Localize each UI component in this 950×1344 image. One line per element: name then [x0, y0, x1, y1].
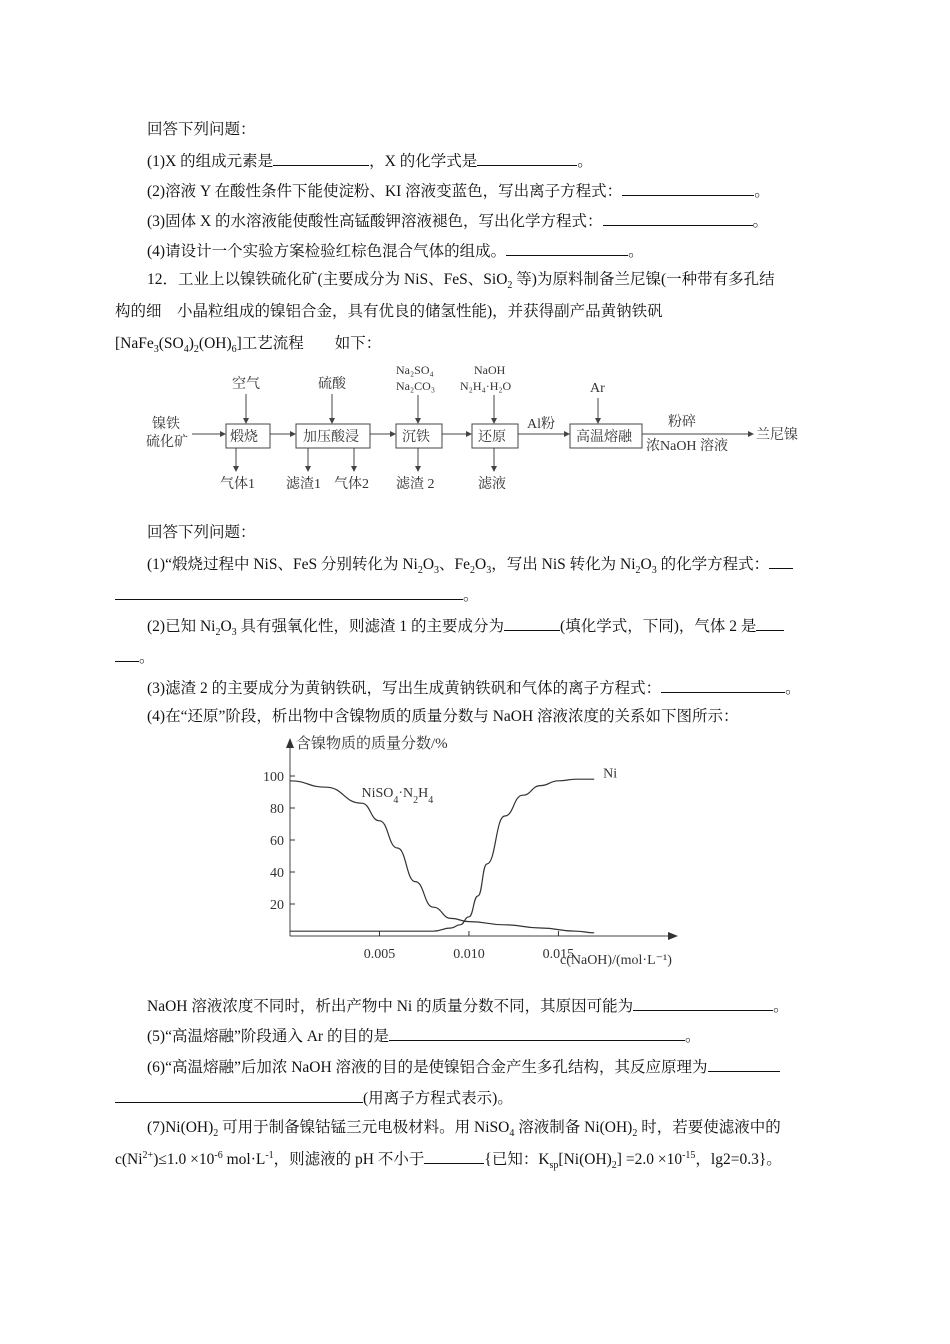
answer-blank[interactable] — [661, 677, 785, 693]
nickel-fraction-chart — [240, 732, 710, 970]
answer-blank[interactable] — [708, 1056, 780, 1072]
svg-text:Na₂CO₃: Na₂CO₃ — [396, 379, 436, 393]
svg-text:NaOH: NaOH — [474, 363, 506, 377]
y-tick-label: 60 — [270, 834, 284, 849]
svg-text:加压酸浸: 加压酸浸 — [303, 430, 359, 445]
y-tick-label: 20 — [270, 898, 284, 913]
answer-blank[interactable] — [633, 995, 773, 1011]
x-axis-arrow — [668, 932, 678, 940]
y-tick-label: 40 — [270, 866, 284, 881]
answer-blank[interactable] — [769, 553, 793, 569]
answer-blank[interactable] — [115, 646, 139, 662]
q12-p1: (1)“煅烧过程中 NiS、FeS 分别转化为 $Ni_2O_3$、$Fe_2O_3$，写出 NiS 转化为 $Ni_2O_3$ 的化学方程式： — [147, 553, 793, 575]
flow-start-2: 硫化矿 — [146, 435, 188, 450]
svg-text:沉铁: 沉铁 — [402, 430, 430, 445]
answer-blank[interactable] — [603, 210, 753, 226]
q11-intro: 回答下列问题： — [147, 121, 256, 138]
svg-text:高温熔融: 高温熔融 — [576, 430, 632, 445]
answer-blank[interactable] — [477, 150, 577, 166]
q12-p7-cont: $c(Ni^{2+})\le 1.0 \times 10^{-6}$ $mol\cdot L^{-1}$，则滤液的 pH 不小于 {已知：$K_{sp}[Ni(OH)_2] =2.0 \times 10^{-15}$，lg2=0.3}。 — [115, 1149, 782, 1172]
series-label-niso4-n2h4: $NiSO_4\cdot N_2H_4$ — [361, 785, 434, 806]
q11-p1: (1)X 的组成元素是 ，X 的化学式是 。 — [147, 150, 593, 172]
svg-text:滤渣1: 滤渣1 — [286, 477, 321, 492]
svg-text:N₂H₄·H₂O: N₂H₄·H₂O — [460, 379, 512, 393]
q12-p2: (2)已知 $Ni_2O_3$ 具有强氧化性，则滤渣 1 的主要成分为 (填化学式，下同)，气体 2 是 — [147, 615, 784, 637]
q12-p6: (6)“高温熔融”后加浓 NaOH 溶液的目的是使镍铝合金产生多孔结构，其反应原理为 — [147, 1056, 780, 1078]
q12-stem: 12．工业上以镍铁硫化矿(主要成分为 NiS、FeS、SiO$_2$ 等)为原料制备兰尼镍(一种带有多孔结 — [147, 271, 775, 292]
q12-stem-2: 构的细 小晶粒组成的镍铝合金，具有优良的储氢性能)，并获得副产品黄钠铁矾 — [115, 303, 663, 320]
y-axis-arrow — [286, 738, 294, 748]
flow-al-powder: Al粉 — [527, 417, 555, 432]
q12-stem-3: $[NaFe_3(SO_4)_2(OH)_6]$工艺流程 如下： — [115, 335, 382, 356]
flow-end: 兰尼镍 — [756, 428, 798, 443]
svg-text:气体1: 气体1 — [220, 477, 255, 492]
q11-p4: (4)请设计一个实验方案检验红棕色混合气体的组成。 。 — [147, 240, 644, 262]
q12-intro: 回答下列问题： — [147, 524, 256, 541]
q12-p4b: NaOH 溶液浓度不同时，析出产物中 Ni 的质量分数不同，其原因可能为 。 — [147, 995, 789, 1017]
svg-text:Na₂SO₄: Na₂SO₄ — [396, 363, 434, 377]
svg-text:Ar: Ar — [590, 381, 605, 396]
flow-naoh: 浓NaOH 溶液 — [646, 439, 729, 454]
answer-blank[interactable] — [115, 1087, 363, 1103]
flow-start-1: 镍铁 — [152, 417, 180, 432]
answer-blank[interactable] — [424, 1148, 484, 1164]
series-label-ni: Ni — [603, 766, 618, 782]
svg-text:气体2: 气体2 — [334, 477, 369, 492]
svg-text:煅烧: 煅烧 — [230, 430, 258, 445]
q12-p1-cont: 。 — [115, 584, 479, 606]
q11-p3: (3)固体 X 的水溶液能使酸性高锰酸钾溶液褪色，写出化学方程式： 。 — [147, 210, 768, 232]
answer-blank[interactable] — [506, 240, 628, 256]
q12-p6-cont: (用离子方程式表示)。 — [115, 1087, 513, 1109]
y-tick-label: 100 — [263, 770, 284, 785]
svg-text:滤液: 滤液 — [478, 477, 506, 492]
q12-p4: (4)在“还原”阶段，析出物中含镍物质的质量分数与 NaOH 溶液浓度的关系如下图所示： — [147, 708, 739, 725]
x-tick-label: 0.015 — [542, 947, 575, 962]
x-tick-label: 0.005 — [363, 947, 396, 962]
answer-blank[interactable] — [389, 1025, 685, 1041]
process-flow-diagram — [140, 362, 820, 494]
x-axis-label: c(NaOH)/(mol·L⁻¹) — [560, 953, 672, 968]
svg-text:硫酸: 硫酸 — [318, 377, 346, 392]
answer-blank[interactable] — [756, 615, 784, 631]
q12-p5: (5)“高温熔融”阶段通入 Ar 的目的是 。 — [147, 1025, 700, 1047]
flow-crush: 粉碎 — [668, 415, 696, 430]
x-tick-label: 0.010 — [453, 947, 485, 962]
q12-p7: $(7)Ni(OH)_2$ 可用于制备镍钴锰三元电极材料。用 NiSO$_4$ 溶液制备 $Ni(OH)_2$ 时，若要使滤液中的 — [147, 1119, 781, 1140]
svg-text:空气: 空气 — [232, 377, 260, 392]
series-line-niso4-n2h4 — [290, 781, 594, 933]
series-line-ni — [290, 779, 594, 931]
y-tick-label: 80 — [270, 802, 284, 817]
q11-p2: (2)溶液 Y 在酸性条件下能使淀粉、KI 溶液变蓝色，写出离子方程式： 。 — [147, 180, 770, 202]
answer-blank[interactable] — [504, 615, 560, 631]
svg-text:还原: 还原 — [478, 430, 506, 445]
answer-blank[interactable] — [622, 180, 754, 196]
y-axis-label: 含镍物质的质量分数/% — [296, 736, 448, 752]
q12-p3: (3)滤渣 2 的主要成分为黄钠铁矾，写出生成黄钠铁矾和气体的离子方程式： 。 — [147, 677, 801, 699]
answer-blank[interactable] — [115, 584, 463, 600]
answer-blank[interactable] — [273, 150, 369, 166]
svg-text:滤渣 2: 滤渣 2 — [396, 477, 435, 492]
q12-p2-cont: 。 — [115, 646, 155, 668]
